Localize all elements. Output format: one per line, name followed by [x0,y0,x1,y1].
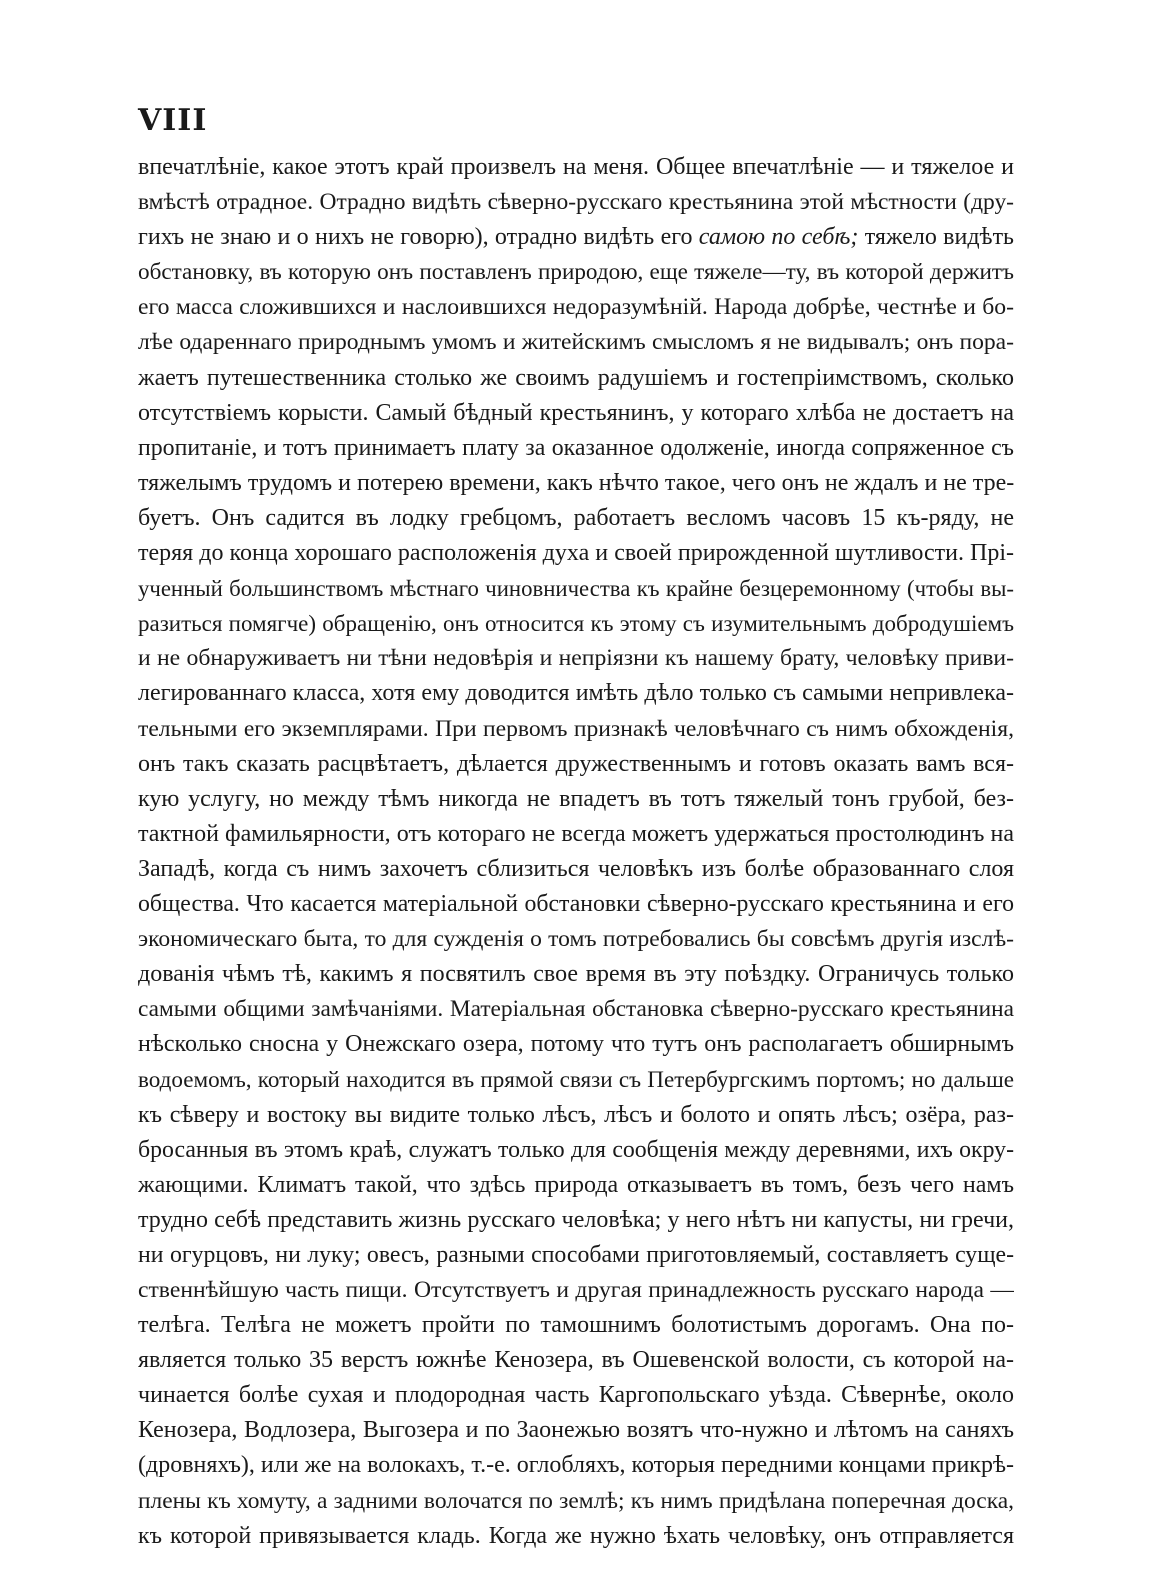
body-text [138,150,1014,1554]
text-line: ственнѣйшую часть пищи. Отсутствуетъ и другая принадлежность русскаго народа — [138,1277,1014,1303]
text-line: ни огурцовъ, ни луку; овесъ, разными способами приготовляемый, составляетъ суще- [138,1241,1014,1268]
text-line: плены къ хомуту, а задними волочатся по землѣ; къ нимъ придѣлана поперечная доска, [138,1487,1014,1514]
text-line: обстановку, въ которую онъ поставленъ природою, еще тяжеле—ту, въ которой держитъ [138,259,1014,286]
text-line: (дровняхъ), или же на волокахъ, т.-е. оглобляхъ, которыя передними концами прикрѣ- [138,1452,1014,1479]
text-line: къ которой привязывается кладь. Когда же нужно ѣхать человѣку, онъ отправляется [138,1522,1014,1549]
text-line: впечатлѣніе, какое этотъ край произвелъ на меня. Общее впечатлѣніе — и тяжелое и [138,154,1014,180]
text-line: экономическаго быта, то для сужденія о томъ потребовались бы совсѣмъ другія изслѣ- [138,926,1014,953]
text-line: легированнаго класса, хотя ему доводится имѣть дѣло только съ самыми непривлека- [138,680,1014,707]
text-line: Западѣ, когда съ нимъ захочетъ сблизиться человѣкъ изъ болѣе образованнаго слоя [138,855,1014,882]
text-line: теряя до конца хорошаго расположенія духа и своей прирожденной шутливости. Прі- [138,540,1014,567]
text-line-with-italic [138,220,1014,255]
text-line: тактной фамильярности, отъ котораго не всегда можетъ удержаться простолюдинъ на [138,820,1014,847]
text-line: и не обнаруживаетъ ни тѣни недовѣрія и непріязни къ нашему брату, человѣку приви- [138,645,1014,672]
text-line: самыми общими замѣчаніями. Матеріальная обстановка сѣверно-русскаго крестьянина [138,996,1014,1023]
text-line: нѣсколько сносна у Онежскаго озера, потому что тутъ онъ располагаетъ обширнымъ [138,1031,1014,1058]
text-line: буетъ. Онъ садится въ лодку гребцомъ, работаетъ весломъ часовъ 15 къ-ряду, не [138,504,1014,531]
text-line: является только 35 верстъ южнѣе Кенозера, въ Ошевенской волости, съ которой на- [138,1347,1014,1374]
text-line: бросанныя въ этомъ краѣ, служатъ только для сообщенія между деревнями, ихъ окру- [138,1136,1014,1163]
page-number: VIII [138,103,208,138]
text-line: водоемомъ, который находится въ прямой связи съ Петербургскимъ портомъ; но дальше [138,1066,1014,1093]
text-line: дованія чѣмъ тѣ, какимъ я посвятилъ свое время въ эту поѣздку. Ограничусь только [138,961,1014,988]
text-line: отсутствіемъ корысти. Самый бѣдный крестьянинъ, у котораго хлѣба не достаетъ на [138,399,1014,426]
text-line: жающими. Климатъ такой, что здѣсь природа отказываетъ въ томъ, безъ чего намъ [138,1171,1014,1198]
italic-phrase: самою по себѣ; [698,224,859,251]
text-line: пропитаніе, и тотъ принимаетъ плату за оказанное одолженіе, иногда сопряженное съ [138,434,1014,461]
text-line: кую услугу, но между тѣмъ никогда не впадетъ въ тотъ тяжелый тонъ грубой, без- [138,785,1014,812]
text-line: тяжелымъ трудомъ и потерею времени, какъ нѣчто такое, чего онъ не ждалъ и не тре- [138,469,1014,496]
text-line: жаетъ путешественника столько же своимъ радушіемъ и гостепріимствомъ, сколько [138,364,1014,391]
text-line-tail: тяжело видѣть [864,224,1014,251]
text-line: лѣе одареннаго природнымъ умомъ и житейскимъ смысломъ я не видывалъ; онъ пора- [138,329,1014,356]
text-line: Кенозера, Водлозера, Выгозера и по Заонежью возятъ что-нужно и лѣтомъ на саняхъ [138,1417,1014,1444]
text-line: онъ такъ сказать расцвѣтаетъ, дѣлается дружественнымъ и готовъ оказать вамъ вся- [138,750,1014,777]
text-line: вмѣстѣ отрадное. Отрадно видѣть сѣверно-русскаго крестьянина этой мѣстности (дру- [138,189,1014,216]
text-line: трудно себѣ представить жизнь русскаго человѣка; у него нѣтъ ни капусты, ни гречи, [138,1206,1014,1233]
text-line: телѣга. Телѣга не можетъ пройти по тамошнимъ болотистымъ дорогамъ. Она по- [138,1312,1014,1339]
text-line: ученный большинствомъ мѣстнаго чиновничества къ крайне безцеремонному (чтобы вы- [138,576,1014,602]
text-line: разиться помягче) обращенію, онъ относится къ этому съ изумительнымъ добродушіемъ [138,610,1014,637]
text-line: общества. Что касается матеріальной обстановки сѣверно-русскаго крестьянина и его [138,890,1014,917]
text-line: тельными его экземплярами. При первомъ признакѣ человѣчнаго съ нимъ обхожденія, [138,715,1014,742]
text-line: къ сѣверу и востоку вы видите только лѣсъ, лѣсъ и болото и опять лѣсъ; озёра, раз- [138,1101,1014,1128]
text-line: чинается болѣе сухая и плодородная часть Каргопольскаго уѣзда. Сѣвернѣе, около [138,1382,1014,1409]
text-line: его масса сложившихся и наслоившихся недоразумѣній. Народа добрѣе, честнѣе и бо- [138,294,1014,321]
text-line-head: гихъ не знаю и о нихъ не говорю), отрадно видѣть его [138,224,693,251]
